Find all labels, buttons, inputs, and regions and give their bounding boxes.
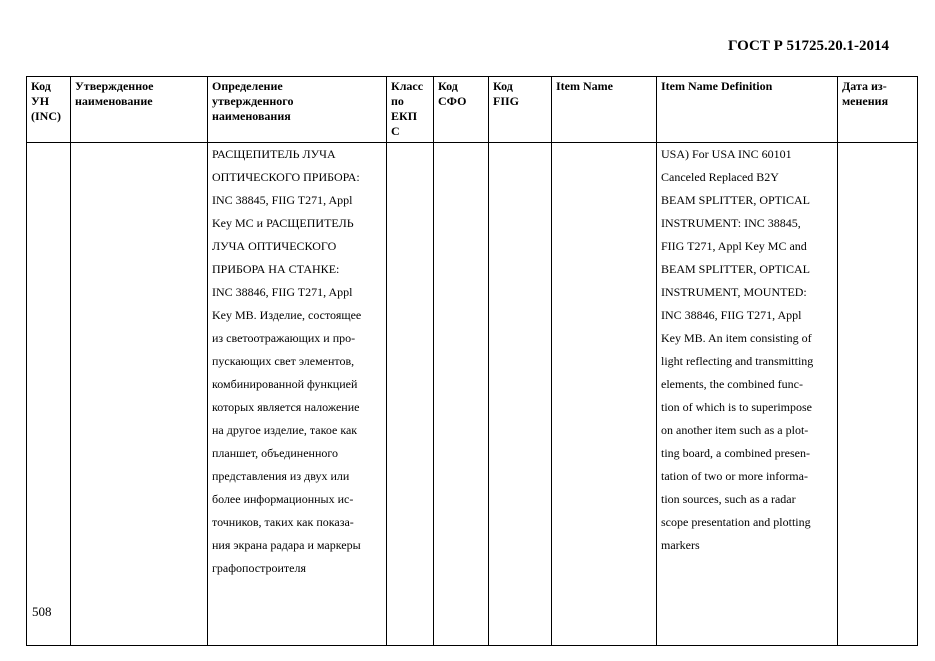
definition-text-line: light reflecting and transmitting xyxy=(661,354,814,368)
page-number: 508 xyxy=(32,604,52,619)
definition-text-line: BEAM SPLITTER, OPTICAL xyxy=(661,262,811,276)
definition-text-line: РАСЩЕПИТЕЛЬ ЛУЧА xyxy=(212,147,336,161)
header-label-line: Код xyxy=(31,79,51,93)
definition-text-line: комбинированной функцией xyxy=(212,377,358,391)
col-header-fsc-class xyxy=(387,77,434,143)
definition-text-line: Key MB. An item consisting of xyxy=(661,331,812,345)
definition-text-line: USA) For USA INC 60101 xyxy=(661,147,792,161)
header-label-line: Дата из- xyxy=(842,79,887,93)
definition-text-line: ПРИБОРА НА СТАНКЕ: xyxy=(212,262,340,276)
cell-item-name xyxy=(552,143,657,646)
definition-text-line: точников, таких как показа- xyxy=(212,515,354,529)
header-label-line: Код xyxy=(438,79,458,93)
definition-text-line: elements, the combined func- xyxy=(661,377,803,391)
definition-text-line: tation of two or more informa- xyxy=(661,469,808,483)
definition-text-line: пускающих свет элементов, xyxy=(212,354,355,368)
definition-text-line: INSTRUMENT: INC 38845, xyxy=(661,216,801,230)
header-label-line: по xyxy=(391,94,404,108)
cell-fiig-code xyxy=(489,143,552,646)
header-label-line: Item Name Definition xyxy=(661,79,773,93)
definition-text-line: которых является наложение xyxy=(212,400,360,414)
definition-text-line: tion sources, such as a radar xyxy=(661,492,796,506)
cell-change-date xyxy=(838,143,918,646)
header-label-line: Код xyxy=(493,79,513,93)
definition-text-line: tion of which is to superimpose xyxy=(661,400,812,414)
definition-text-line: scope presentation and plotting xyxy=(661,515,811,529)
definition-text-line: из светоотражающих и про- xyxy=(212,331,356,345)
definition-text-line: INSTRUMENT, MOUNTED: xyxy=(661,285,807,299)
header-label-line: FIIG xyxy=(493,94,520,108)
definition-text-line: ting board, a combined presen- xyxy=(661,446,810,460)
definition-text-line: FIIG T271, Appl Key MC and xyxy=(661,239,807,253)
definition-text-line: ОПТИЧЕСКОГО ПРИБОРА: xyxy=(212,170,360,184)
col-header-sfo-code xyxy=(434,77,489,143)
col-header-item-name-definition xyxy=(657,77,838,143)
cell-definition-en xyxy=(657,143,838,646)
header-label-line: ЕКП xyxy=(391,109,418,123)
header-label-line: наименования xyxy=(212,109,291,123)
cell-approved-name xyxy=(71,143,208,646)
cell-sfo-code xyxy=(434,143,489,646)
definition-text-line: INC 38845, FIIG T271, Appl xyxy=(212,193,353,207)
header-label-line: Определение xyxy=(212,79,283,93)
header-label-line: УН xyxy=(31,94,50,108)
col-header-item-name xyxy=(552,77,657,143)
definition-text-line: более информационных ис- xyxy=(212,492,354,506)
header-label-line: С xyxy=(391,124,400,138)
header-label-line: Утвержденное xyxy=(75,79,154,93)
definition-text-line: Key MB. Изделие, состоящее xyxy=(212,308,362,322)
definition-text-line: планшет, объединенного xyxy=(212,446,338,460)
table-row xyxy=(27,143,918,646)
nomenclature-table xyxy=(26,76,918,646)
cell-inc-code xyxy=(27,143,71,646)
cell-fsc-class xyxy=(387,143,434,646)
definition-text-line: Key MC и РАСЩЕПИТЕЛЬ xyxy=(212,216,354,230)
col-header-approved-name xyxy=(71,77,208,143)
header-label-line: СФО xyxy=(438,94,467,108)
definition-text-line: INC 38846, FIIG T271, Appl xyxy=(661,308,802,322)
table-header-row xyxy=(27,77,918,143)
col-header-inc-code xyxy=(27,77,71,143)
header-label-line: утвержденного xyxy=(212,94,294,108)
definition-text-line: ния экрана радара и маркеры xyxy=(212,538,361,552)
header-label-line: Класс xyxy=(391,79,424,93)
col-header-change-date xyxy=(838,77,918,143)
definition-text-line: BEAM SPLITTER, OPTICAL xyxy=(661,193,811,207)
definition-text-line: INC 38846, FIIG T271, Appl xyxy=(212,285,353,299)
cell-definition-ru xyxy=(208,143,387,646)
document-code: ГОСТ Р 51725.20.1-2014 xyxy=(727,38,889,54)
header-label-line: Item Name xyxy=(556,79,613,93)
definition-text-line: на другое изделие, такое как xyxy=(212,423,358,437)
header-label-line: (INC) xyxy=(31,109,61,123)
header-label-line: наименование xyxy=(75,94,153,108)
definition-text-line: Canceled Replaced B2Y xyxy=(661,170,779,184)
definition-text-line: ЛУЧА ОПТИЧЕСКОГО xyxy=(212,239,337,253)
col-header-name-definition xyxy=(208,77,387,143)
definition-text-line: представления из двух или xyxy=(212,469,350,483)
header-label-line: менения xyxy=(842,94,889,108)
definition-text-line: графопостроителя xyxy=(212,561,306,575)
col-header-fiig-code xyxy=(489,77,552,143)
definition-text-line: on another item such as a plot- xyxy=(661,423,809,437)
definition-text-line: markers xyxy=(661,538,700,552)
